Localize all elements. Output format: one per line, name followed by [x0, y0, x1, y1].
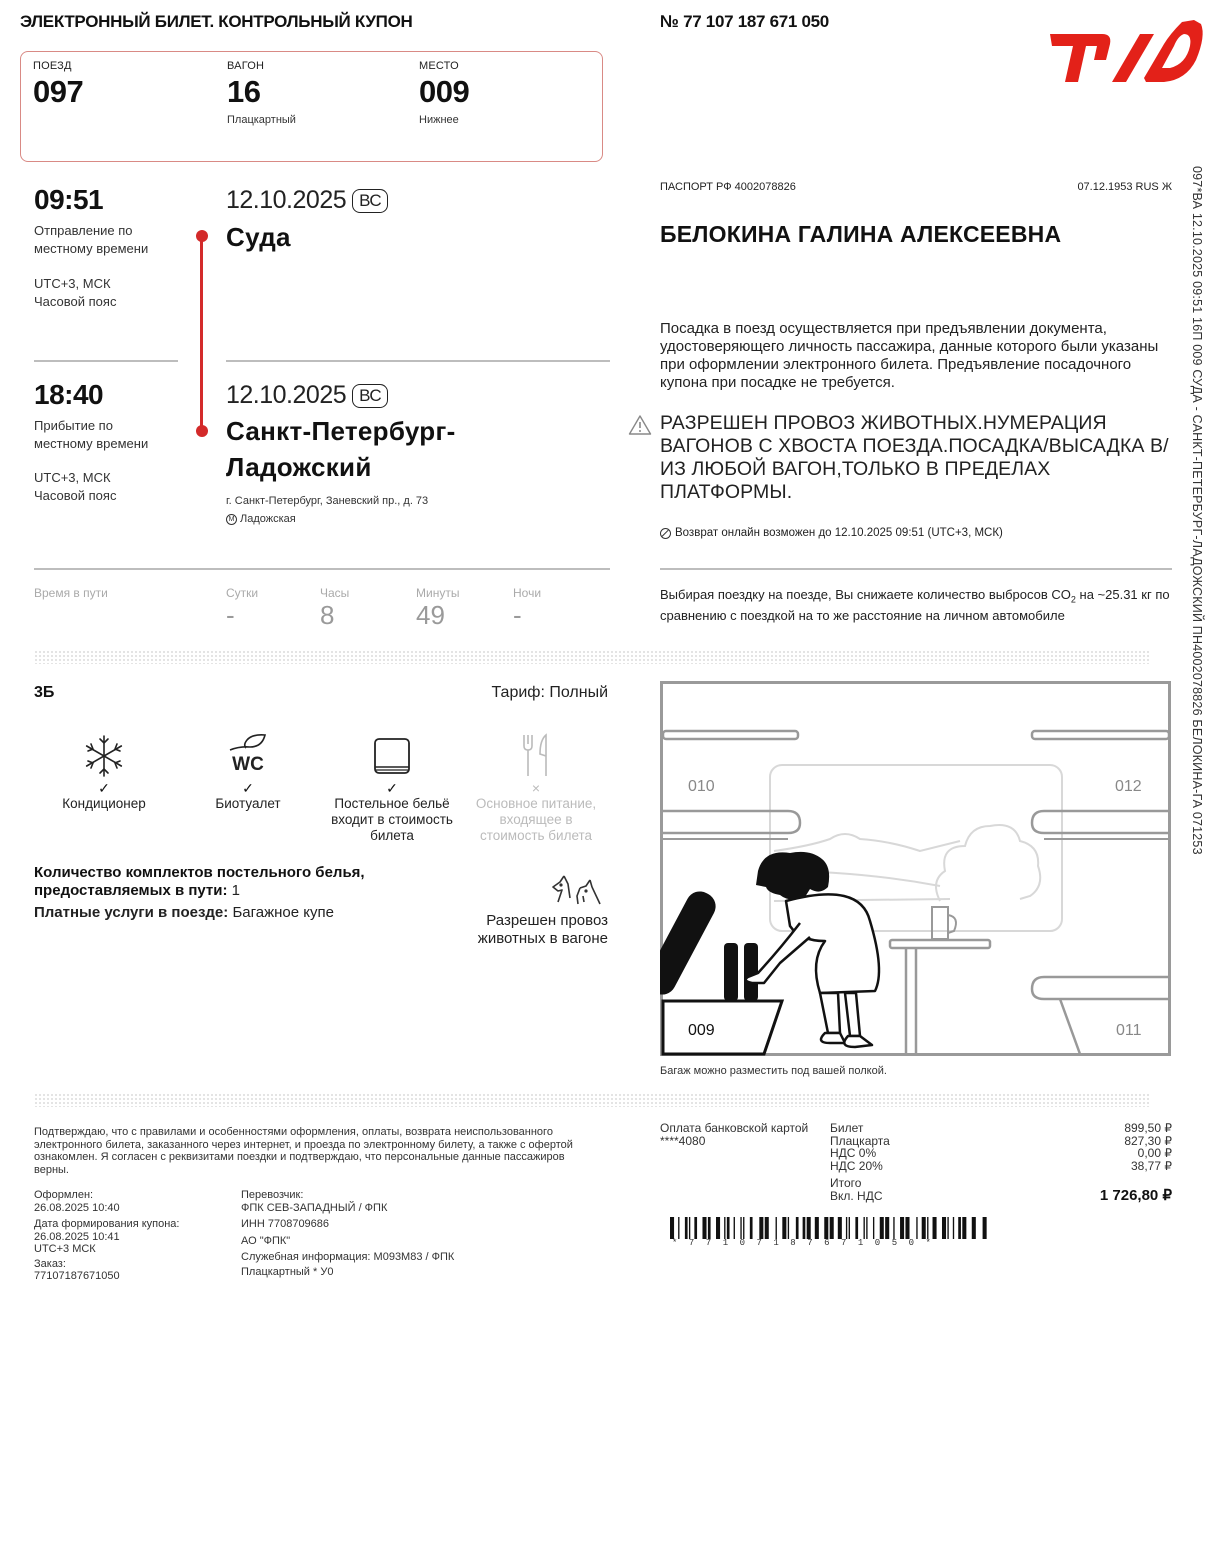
issued-value: 26.08.2025 10:40 — [34, 1201, 120, 1214]
arrival-station-line1: Санкт-Петербург- — [226, 416, 456, 446]
train-number-block — [33, 60, 83, 110]
barcode-bar — [750, 1217, 753, 1239]
seat-scheme-illustration — [660, 681, 1171, 1056]
seat-011: 011 — [1116, 1022, 1142, 1039]
tariff: Тариф: Полный — [491, 684, 608, 701]
wc-icon: WC — [232, 754, 264, 775]
barcode-bar — [788, 1217, 789, 1239]
co2-subscript: 2 — [1070, 594, 1076, 605]
arrival-address: г. Санкт-Петербург, Заневский пр., д. 73 — [226, 495, 429, 507]
departure-time: 09:51 — [34, 184, 104, 215]
barcode-bar — [885, 1217, 889, 1239]
document-title: ЭЛЕКТРОННЫЙ БИЛЕТ. КОНТРОЛЬНЫЙ КУПОН — [20, 12, 413, 31]
departure-dot — [196, 230, 208, 242]
dotted-separator — [34, 1093, 1150, 1107]
service-bedding — [322, 730, 462, 844]
payment-row — [830, 1122, 1172, 1135]
rzd-logo — [1046, 12, 1206, 84]
barcode-bar — [743, 1217, 744, 1239]
duration-minutes — [416, 586, 459, 631]
barcode-bar — [815, 1217, 819, 1239]
barcode-bar — [927, 1217, 928, 1239]
departure-tz-label: Часовой пояс — [34, 294, 117, 309]
arrival-time-label: Прибытие по местному времени — [34, 418, 149, 451]
coupon-tz: UTC+3 МСК — [34, 1243, 96, 1255]
total-label: Итого — [830, 1176, 862, 1191]
barcode-bar — [803, 1217, 806, 1239]
barcode-bar — [933, 1217, 937, 1239]
route-line — [200, 236, 203, 432]
issued-label: Оформлен: — [34, 1189, 94, 1201]
barcode-bar — [922, 1217, 926, 1239]
divider — [34, 360, 178, 362]
barcode-bar — [983, 1217, 987, 1239]
barcode-bar — [670, 1217, 674, 1239]
payment-row-label: НДС 0% — [830, 1146, 877, 1161]
train-label: ПОЕЗД — [33, 60, 72, 72]
arrival-tz: UTC+3, МСК — [34, 470, 111, 485]
payment-row-value: 827,30 ₽ — [1124, 1133, 1172, 1148]
legal-text: Подтверждаю, что с правилами и особенностями оформления, оплаты, возврата неиспользованного электронного билета, заказанного через интернет, и проезда по электронному билету, а также с офертой ознакомлен. Я согласен с реквизитами поездки и подтверждаю, что персональные данные пассажиров верны. — [34, 1126, 573, 1176]
barcode-bar — [776, 1217, 777, 1239]
arrival-dow-badge: ВС — [352, 384, 388, 408]
metro-station: Ладожская — [240, 513, 296, 525]
snowflake-icon — [82, 734, 126, 778]
barcode-bar — [708, 1217, 711, 1239]
warning-text: РАЗРЕШЕН ПРОВОЗ ЖИВОТНЫХ.НУМЕРАЦИЯ ВАГОНОВ С ХВОСТА ПОЕЗДА.ПОСАДКА/ВЫСАДКА В/ИЗ ЛЮБОЙ ВАГОН,ТОЛЬКО В ПРЕДЕЛАХ ПЛАТФОРМЫ. — [660, 412, 1169, 503]
payment-row-label: НДС 20% — [830, 1158, 883, 1173]
ticket-number: № 77 107 187 671 050 — [660, 12, 829, 31]
duration-nights — [513, 586, 541, 631]
departure-dow-badge: ВС — [352, 189, 388, 213]
duration-days — [226, 586, 258, 631]
duration-hours — [320, 586, 349, 631]
passenger-name: БЕЛОКИНА ГАЛИНА АЛЕКСЕЕВНА — [660, 221, 1062, 247]
payment-row-label: Билет — [830, 1121, 864, 1135]
car-type: Плацкартный — [227, 114, 296, 126]
departure-date-row — [226, 186, 388, 215]
departure-tz: UTC+3, МСК — [34, 276, 111, 291]
barcode-bar — [759, 1217, 763, 1239]
departure-date: 12.10.2025 — [226, 186, 347, 214]
payment-row — [830, 1147, 1172, 1160]
payment-total — [830, 1177, 1172, 1202]
barcode-bar — [953, 1217, 954, 1239]
barcode-bar — [855, 1217, 858, 1239]
barcode-bar — [807, 1217, 811, 1239]
order-value: 77107187671050 — [34, 1270, 120, 1282]
service-check: ✓ — [242, 780, 254, 796]
class-info: Плацкартный * У0 — [241, 1265, 334, 1278]
payment-breakdown — [830, 1122, 1172, 1203]
barcode-bar — [947, 1217, 948, 1239]
order-label: Заказ: — [34, 1257, 66, 1270]
arrival-tz-label: Часовой пояс — [34, 488, 117, 503]
duration-minutes-label: Минуты — [416, 586, 460, 600]
duration-minutes-value: 49 — [416, 600, 445, 630]
barcode-bar — [849, 1217, 850, 1239]
service-meals — [466, 730, 606, 844]
seat-number: 009 — [419, 74, 470, 109]
barcode-bar — [838, 1217, 842, 1239]
service-name: Постельное бельё входит в стоимость билета — [331, 796, 453, 843]
pets-allowed — [440, 872, 608, 948]
service-air-conditioning — [34, 730, 174, 812]
carrier-org: АО "ФПК" — [241, 1234, 291, 1247]
barcode-bar — [724, 1217, 725, 1239]
duration-days-label: Сутки — [226, 586, 259, 600]
pets-label: Разрешен провоз животных в вагоне — [477, 912, 608, 947]
payment-card: ****4080 — [660, 1134, 706, 1148]
refund-row — [660, 527, 1003, 539]
duration-hours-label: Часы — [320, 586, 350, 600]
barcode-bar — [873, 1217, 874, 1239]
pets-icon — [550, 872, 604, 912]
leaf-icon — [228, 733, 268, 755]
car-label: ВАГОН — [227, 60, 265, 72]
arrival-time: 18:40 — [34, 379, 104, 410]
seat-012: 012 — [1115, 778, 1142, 795]
service-name: Основное питание, входящее в стоимость билета — [475, 796, 597, 843]
car-class: 3Б — [34, 684, 55, 701]
warning-icon — [628, 414, 652, 436]
payment-method-label: Оплата банковской картой — [660, 1121, 809, 1135]
barcode — [670, 1217, 988, 1239]
co2-text-after: на ~25.31 кг по сравнению с поездкой на то же расстояние на личном автомобиле — [660, 587, 1170, 623]
service-cross: × — [531, 780, 541, 796]
barcode-bar — [880, 1217, 884, 1239]
carrier-label: Перевозчик: — [241, 1189, 304, 1201]
barcode-bar — [796, 1217, 799, 1239]
carrier-name: ФПК СЕВ-ЗАПАДНЫЙ / ФПК — [241, 1201, 388, 1214]
duration-nights-label: Ночи — [513, 586, 542, 600]
barcode-bar — [942, 1217, 946, 1239]
duration-hours-value: 8 — [320, 600, 335, 630]
dotted-separator — [34, 650, 1150, 664]
barcode-bar — [962, 1217, 966, 1239]
total-amount: 1 726,80 ₽ — [1099, 1186, 1172, 1204]
passenger-birth: 07.12.1953 RUS Ж — [1077, 181, 1172, 193]
divider — [660, 568, 1172, 570]
seat-009: 009 — [688, 1022, 715, 1039]
cutlery-icon — [516, 732, 556, 778]
payment-row-value: 38,77 ₽ — [1131, 1158, 1172, 1173]
coupon-date-value: 26.08.2025 10:41 — [34, 1230, 120, 1243]
barcode-bar — [694, 1217, 697, 1239]
arrival-station-line2: Ладожский — [226, 452, 372, 482]
train-number: 097 — [33, 74, 84, 109]
bedding-count — [34, 864, 454, 900]
payment-row — [830, 1135, 1172, 1148]
departure-time-label: Отправление по местному времени — [34, 223, 149, 256]
barcode-bar — [824, 1217, 828, 1239]
divider — [226, 360, 610, 362]
barcode-bar — [685, 1217, 688, 1239]
barcode-bar — [972, 1217, 976, 1239]
car-number-block — [227, 60, 296, 126]
barcode-bar — [864, 1217, 865, 1239]
metro-row — [226, 513, 296, 525]
co2-text: Выбирая поездку на поезде, Вы снижаете количество выбросов CO — [660, 587, 1071, 602]
barcode-bar — [740, 1217, 741, 1239]
bedding-icon — [372, 736, 412, 778]
seat-type: Нижнее — [419, 114, 459, 126]
barcode-bar — [734, 1217, 735, 1239]
barcode-bar — [678, 1217, 679, 1239]
barcode-bar — [846, 1217, 847, 1239]
arrival-date: 12.10.2025 — [226, 381, 347, 409]
carrier-info — [241, 1189, 454, 1278]
barcode-bar — [782, 1217, 786, 1239]
co2-notice — [660, 587, 1170, 623]
barcode-bar — [727, 1217, 730, 1239]
payment-row-value: 899,50 ₽ — [1124, 1121, 1172, 1135]
carrier-inn: ИНН 7708709686 — [241, 1218, 330, 1230]
arrival-date-row — [226, 381, 388, 410]
refund-icon — [660, 528, 671, 539]
boarding-notice: Посадка в поезд осуществляется при предъявлении документа, удостоверяющего личность пассажира, данные которого были указаны при оформлении электронного билета. Предъявление посадочного купона при посадке не требуется. — [660, 320, 1159, 391]
service-name: Биотуалет — [215, 796, 281, 811]
barcode-bar — [689, 1217, 690, 1239]
metro-icon: M — [226, 514, 237, 525]
barcode-bar — [716, 1217, 720, 1239]
payment-row-value: 0,00 ₽ — [1137, 1146, 1172, 1161]
bedding-count-label: Количество комплектов постельного белья, предоставляемых в пути: — [34, 864, 365, 899]
seat-number-block — [419, 60, 469, 126]
service-check: ✓ — [386, 780, 398, 796]
departure-station: Суда — [226, 222, 291, 252]
service-name: Кондиционер — [62, 796, 146, 811]
seat-010: 010 — [688, 778, 715, 795]
refund-text: Возврат онлайн возможен до 12.10.2025 09:51 (UTC+3, МСК) — [675, 527, 1003, 539]
duration-nights-value: - — [513, 600, 522, 630]
barcode-bar — [916, 1217, 917, 1239]
side-control-text: 097*ВА 12.10.2025 09:51 16П 009 СУДА - САНКТ-ПЕТЕРБУРГ-ЛАДОЖСКИЙ ПН4002078826 БЕЛОКИНА-ГА 071253 — [1190, 166, 1204, 855]
divider — [34, 568, 610, 570]
bedding-count-value: 1 — [227, 882, 240, 899]
service-info: Служебная информация: М093М83 / ФПК — [241, 1251, 455, 1263]
seat-label: МЕСТО — [419, 60, 459, 72]
payment-row-label: Плацкарта — [830, 1133, 890, 1148]
coupon-date-label: Дата формирования купона: — [34, 1218, 180, 1230]
paid-services-value: Багажное купе — [228, 904, 334, 921]
paid-services-label: Платные услуги в поезде: — [34, 904, 229, 921]
payment-method — [660, 1122, 808, 1148]
barcode-bar — [702, 1217, 706, 1239]
passenger-document: ПАСПОРТ РФ 4002078826 — [660, 181, 796, 193]
barcode-bar — [893, 1217, 894, 1239]
duration-days-value: - — [226, 600, 235, 630]
barcode-bar — [900, 1217, 904, 1239]
paid-services — [34, 904, 334, 921]
barcode-bar — [765, 1217, 769, 1239]
car-number: 16 — [227, 74, 261, 109]
service-biotoilet — [178, 730, 318, 812]
issue-info — [34, 1189, 179, 1283]
arrival-dot — [196, 425, 208, 437]
barcode-bar — [905, 1217, 909, 1239]
barcode-bar — [958, 1217, 961, 1239]
barcode-bar — [866, 1217, 867, 1239]
scheme-caption: Багаж можно разместить под вашей полкой. — [660, 1065, 887, 1077]
payment-row — [830, 1160, 1172, 1173]
barcode-bar — [830, 1217, 834, 1239]
barcode-text: *77107187671050* — [672, 1238, 943, 1248]
duration-label: Время в пути — [34, 586, 108, 600]
total-vat-label: Вкл. НДС — [830, 1188, 883, 1203]
train-info-box — [20, 51, 603, 162]
service-check: ✓ — [98, 780, 110, 796]
